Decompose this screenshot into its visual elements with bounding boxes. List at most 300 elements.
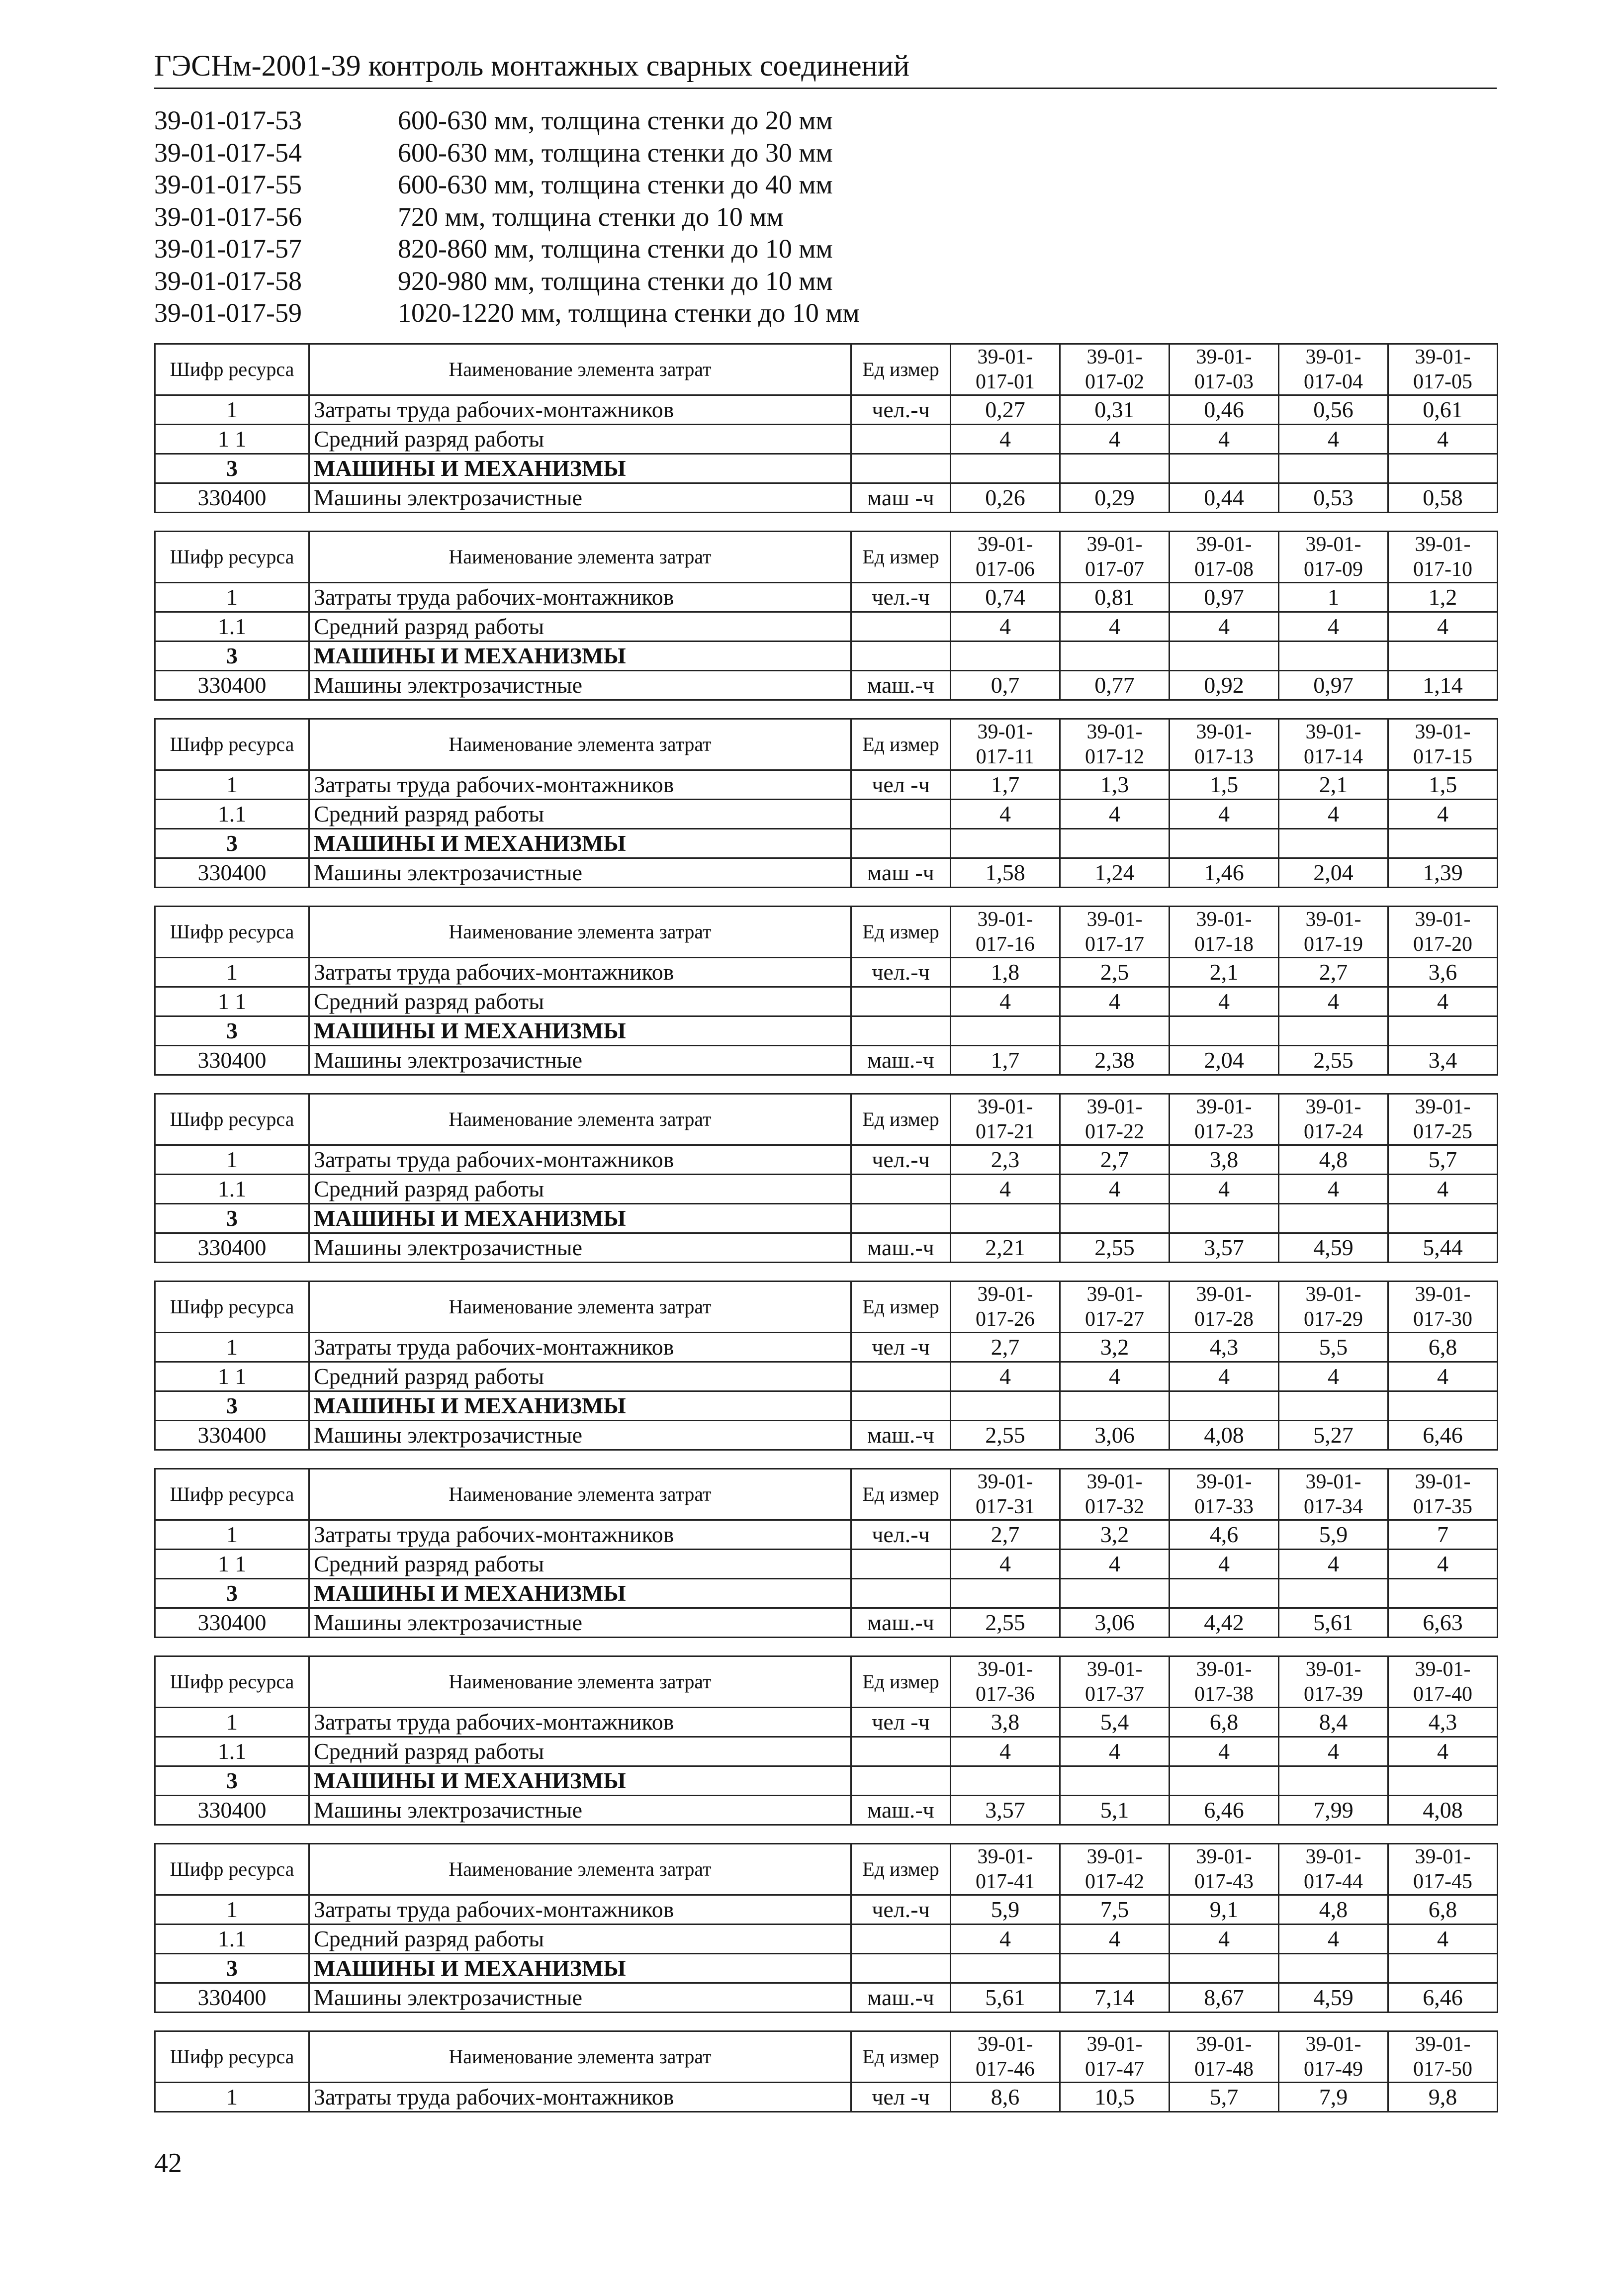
header-norm-code [1170,907,1279,958]
header-norm-code [1388,1469,1498,1520]
row-code: 1 1 [155,1550,309,1579]
row-value: 4 [1388,425,1498,454]
row-unit: чел.-ч [851,1895,951,1925]
row-value: 4 [1170,1550,1279,1579]
row-code: 1 [155,1520,309,1550]
norm-code-line: 39-01- [1305,908,1361,931]
norm-code-line: 017-25 [1413,1120,1472,1143]
header-name: Наименование элемента затрат [309,1656,851,1708]
row-value: 1,5 [1388,770,1498,800]
row-unit [851,642,951,671]
row-name: МАШИНЫ И МЕХАНИЗМЫ [309,642,851,671]
norm-code-line: 39-01- [1305,1096,1361,1118]
norm-table [154,531,1498,701]
norm-code-line: 39-01- [1086,1658,1143,1681]
row-name: Средний разряд работы [309,612,851,642]
table-row [155,1954,1498,1983]
header-norm-code [1279,1656,1388,1708]
table-row [155,1766,1498,1796]
row-value [1060,1391,1170,1421]
norm-code-line: 017-13 [1194,745,1254,768]
row-value: 4 [951,1175,1060,1204]
table-row [155,1983,1498,2013]
row-value [1388,454,1498,483]
norm-code-line: 017-05 [1413,370,1472,393]
table-row [155,1520,1498,1550]
row-value: 4 [1279,1925,1388,1954]
row-value: 4 [1170,800,1279,829]
row-value: 4 [951,800,1060,829]
row-value: 4 [1060,1550,1170,1579]
row-name: Машины электрозачистные [309,1421,851,1450]
row-name: Затраты труда рабочих-монтажников [309,583,851,612]
row-name: Средний разряд работы [309,1175,851,1204]
row-value: 0,61 [1388,395,1498,425]
row-value [1388,1204,1498,1233]
row-unit: маш.-ч [851,1046,951,1075]
row-value: 4 [1060,1925,1170,1954]
row-value: 1,46 [1170,858,1279,888]
header-norm-code [1060,719,1170,770]
header-norm-code [1388,532,1498,583]
row-name: Машины электрозачистные [309,671,851,700]
norm-code-line: 017-41 [976,1870,1035,1893]
row-value: 4,59 [1279,1233,1388,1263]
header-norm-code [1170,344,1279,395]
row-name: Средний разряд работы [309,1550,851,1579]
row-name: Средний разряд работы [309,1362,851,1391]
header-norm-code [951,532,1060,583]
norm-code-line: 017-02 [1085,370,1144,393]
table-header-row [155,907,1498,958]
row-name: Машины электрозачистные [309,1046,851,1075]
norm-code-line: 017-01 [976,370,1035,393]
norm-code-line: 39-01- [977,2033,1033,2056]
row-value: 5,61 [951,1983,1060,2013]
norm-code-line: 39-01- [1196,721,1252,743]
row-code: 3 [155,1204,309,1233]
row-value: 4 [1170,1175,1279,1204]
norm-code-line: 017-30 [1413,1308,1472,1331]
row-value: 4 [951,1737,1060,1766]
row-name: Затраты труда рабочих-монтажников [309,2083,851,2112]
row-code: 330400 [155,483,309,513]
code-row-code: 39-01-017-54 [154,137,302,168]
row-code: 1 [155,958,309,987]
row-value: 1,5 [1170,770,1279,800]
header-norm-code [951,1656,1060,1708]
row-unit [851,1954,951,1983]
row-name: Машины электрозачистные [309,1983,851,2013]
norm-code-line: 39-01- [1415,1845,1471,1868]
row-value: 5,1 [1060,1796,1170,1825]
code-row-desc: 1020-1220 мм, толщина стенки до 10 мм [398,298,860,328]
row-value [1060,1204,1170,1233]
row-unit: чел -ч [851,1333,951,1362]
row-value: 4,42 [1170,1608,1279,1638]
norm-code-line: 39-01- [1305,2033,1361,2056]
row-code: 3 [155,1954,309,1983]
norm-table [154,2030,1498,2112]
row-value: 4 [1279,1737,1388,1766]
norm-code-line: 017-12 [1085,745,1144,768]
row-value: 4,08 [1388,1796,1498,1825]
norm-code-line: 017-26 [976,1308,1035,1331]
header-norm-code [1060,344,1170,395]
norm-code-line: 017-16 [976,933,1035,956]
row-code: 1 [155,770,309,800]
row-value [1060,454,1170,483]
table-row [155,2083,1498,2112]
norm-code-line: 39-01- [977,721,1033,743]
table-row [155,1608,1498,1638]
row-value: 0,26 [951,483,1060,513]
header-code: Шифр ресурса [155,907,309,958]
row-name: Средний разряд работы [309,1737,851,1766]
norm-code-line: 017-10 [1413,558,1472,581]
header-norm-code [951,2031,1060,2083]
row-value: 5,27 [1279,1421,1388,1450]
row-value: 7,99 [1279,1796,1388,1825]
row-value: 1,3 [1060,770,1170,800]
header-name: Наименование элемента затрат [309,1282,851,1333]
norm-code-line: 017-42 [1085,1870,1144,1893]
row-value: 7 [1388,1520,1498,1550]
norm-code-line: 39-01- [1305,346,1361,368]
table-row [155,829,1498,858]
row-code: 330400 [155,1046,309,1075]
header-norm-code [1279,907,1388,958]
norm-code-line: 017-09 [1304,558,1363,581]
norm-code-line: 017-50 [1413,2058,1472,2081]
code-row [154,233,860,265]
table-row [155,1175,1498,1204]
norm-table [154,1281,1498,1451]
row-unit [851,800,951,829]
norm-code-line: 017-45 [1413,1870,1472,1893]
table-row [155,1016,1498,1046]
norm-code-line: 017-04 [1304,370,1363,393]
header-norm-code [1060,1844,1170,1895]
row-code: 3 [155,1579,309,1608]
row-name: Машины электрозачистные [309,1233,851,1263]
norm-code-line: 017-37 [1085,1683,1144,1706]
table-header-row [155,1282,1498,1333]
header-name: Наименование элемента затрат [309,719,851,770]
row-code: 330400 [155,671,309,700]
row-value: 1,14 [1388,671,1498,700]
row-unit [851,1766,951,1796]
row-value: 2,1 [1279,770,1388,800]
row-value: 4 [1279,1362,1388,1391]
row-value: 6,8 [1170,1708,1279,1737]
norm-code-line: 017-47 [1085,2058,1144,2081]
header-code: Шифр ресурса [155,344,309,395]
row-name: Средний разряд работы [309,1925,851,1954]
row-value: 3,4 [1388,1046,1498,1075]
code-row-code: 39-01-017-59 [154,298,302,328]
norm-code-line: 017-43 [1194,1870,1254,1893]
norm-table [154,1468,1498,1638]
norm-code-line: 39-01- [1305,1845,1361,1868]
norm-code-line: 017-23 [1194,1120,1254,1143]
code-row-desc: 920-980 мм, толщина стенки до 10 мм [398,266,833,296]
norm-code-line: 39-01- [1415,346,1471,368]
row-value [951,1579,1060,1608]
row-value: 4,08 [1170,1421,1279,1450]
row-code: 330400 [155,1608,309,1638]
row-value [1170,454,1279,483]
row-unit: чел -ч [851,1708,951,1737]
row-value: 5,9 [1279,1520,1388,1550]
norm-code-line: 017-31 [976,1495,1035,1518]
table-header-row [155,1656,1498,1708]
row-value [1388,1391,1498,1421]
row-value: 2,04 [1279,858,1388,888]
row-value: 4 [1279,800,1388,829]
norm-code-line: 39-01- [1196,1096,1252,1118]
norm-code-line: 017-29 [1304,1308,1363,1331]
row-value: 0,44 [1170,483,1279,513]
table-row [155,1333,1498,1362]
row-code: 1 1 [155,1362,309,1391]
header-norm-code [1279,1094,1388,1145]
norm-code-line: 39-01- [1086,1845,1143,1868]
row-unit: маш.-ч [851,671,951,700]
norm-code-line: 39-01- [1415,1470,1471,1493]
row-value: 2,7 [1279,958,1388,987]
row-value: 1,7 [951,1046,1060,1075]
header-code: Шифр ресурса [155,532,309,583]
row-code: 1 [155,1895,309,1925]
row-value: 0,31 [1060,395,1170,425]
code-row-code: 39-01-017-58 [154,266,302,296]
header-norm-code [1170,1844,1279,1895]
header-norm-code [1279,1844,1388,1895]
norm-code-line: 39-01- [1415,1658,1471,1681]
row-value: 1,2 [1388,583,1498,612]
row-code: 1.1 [155,1925,309,1954]
code-list [154,104,860,329]
row-value: 1,58 [951,858,1060,888]
norm-code-line: 39-01- [1305,1470,1361,1493]
row-code: 1 [155,1333,309,1362]
norm-code-line: 39-01- [1196,1283,1252,1306]
header-norm-code [1388,2031,1498,2083]
row-value [951,1016,1060,1046]
header-code: Шифр ресурса [155,2031,309,2083]
row-value: 4,3 [1388,1708,1498,1737]
row-code: 1.1 [155,1175,309,1204]
row-value: 3,8 [1170,1145,1279,1175]
code-row [154,169,860,201]
row-value: 7,5 [1060,1895,1170,1925]
norm-code-line: 017-14 [1304,745,1363,768]
row-value: 5,5 [1279,1333,1388,1362]
norm-code-line: 39-01- [977,533,1033,556]
header-name: Наименование элемента затрат [309,907,851,958]
row-value [1060,1954,1170,1983]
row-code: 330400 [155,1421,309,1450]
row-unit: чел.-ч [851,1520,951,1550]
header-name: Наименование элемента затрат [309,344,851,395]
norm-code-line: 017-15 [1413,745,1472,768]
norm-code-line: 017-19 [1304,933,1363,956]
code-row-code: 39-01-017-53 [154,105,302,135]
row-value: 3,06 [1060,1421,1170,1450]
norm-code-line: 39-01- [1086,1470,1143,1493]
row-value [1060,829,1170,858]
row-name: Машины электрозачистные [309,1796,851,1825]
row-name: Затраты труда рабочих-монтажников [309,958,851,987]
header-norm-code [1279,719,1388,770]
row-value: 7,9 [1279,2083,1388,2112]
row-value: 6,46 [1388,1983,1498,2013]
row-value [1388,1766,1498,1796]
header-norm-code [1388,907,1498,958]
row-value: 4 [1279,1550,1388,1579]
header-norm-code [1060,532,1170,583]
code-row-code: 39-01-017-56 [154,201,302,232]
row-value [951,829,1060,858]
row-value: 2,55 [1279,1046,1388,1075]
norm-code-line: 017-38 [1194,1683,1254,1706]
norm-code-line: 39-01- [1415,2033,1471,2056]
row-value [1060,1016,1170,1046]
row-unit [851,1391,951,1421]
code-row [154,104,860,137]
row-value [951,454,1060,483]
row-value: 2,1 [1170,958,1279,987]
row-code: 1 [155,2083,309,2112]
row-value: 0,7 [951,671,1060,700]
norm-code-line: 017-40 [1413,1683,1472,1706]
row-value: 1,39 [1388,858,1498,888]
header-norm-code [1170,2031,1279,2083]
header-norm-code [951,1844,1060,1895]
row-name: МАШИНЫ И МЕХАНИЗМЫ [309,1204,851,1233]
norm-code-line: 39-01- [1415,1096,1471,1118]
code-row [154,201,860,233]
norm-code-line: 017-18 [1194,933,1254,956]
header-norm-code [1060,1094,1170,1145]
row-value: 0,27 [951,395,1060,425]
row-value: 6,8 [1388,1333,1498,1362]
row-code: 3 [155,1016,309,1046]
row-value: 3,8 [951,1708,1060,1737]
row-value [1388,1579,1498,1608]
row-value [1170,642,1279,671]
row-value [1170,1391,1279,1421]
row-value: 1,24 [1060,858,1170,888]
table-row [155,395,1498,425]
row-unit [851,454,951,483]
norm-code-line: 017-07 [1085,558,1144,581]
norm-code-line: 017-33 [1194,1495,1254,1518]
norm-code-line: 017-44 [1304,1870,1363,1893]
header-unit: Ед измер [851,1469,951,1520]
header-norm-code [1060,2031,1170,2083]
row-name: Средний разряд работы [309,800,851,829]
row-value: 4 [951,1550,1060,1579]
table-row [155,1391,1498,1421]
norm-code-line: 39-01- [1196,1470,1252,1493]
table-row [155,483,1498,513]
table-row [155,1046,1498,1075]
row-value: 1,8 [951,958,1060,987]
row-code: 1 [155,1708,309,1737]
table-row [155,770,1498,800]
row-unit [851,1016,951,1046]
row-code: 3 [155,829,309,858]
row-value: 4 [1060,1175,1170,1204]
table-row [155,987,1498,1016]
row-value: 4 [951,987,1060,1016]
row-unit: чел.-ч [851,1145,951,1175]
row-value: 4 [1388,1925,1498,1954]
table-row [155,1233,1498,1263]
table-header-row [155,532,1498,583]
row-value [1279,1016,1388,1046]
table-row [155,1204,1498,1233]
norm-code-line: 017-48 [1194,2058,1254,2081]
norm-code-line: 017-36 [976,1683,1035,1706]
row-value: 3,57 [951,1796,1060,1825]
row-name: Затраты труда рабочих-монтажников [309,1520,851,1550]
row-value: 3,2 [1060,1520,1170,1550]
header-norm-code [951,1469,1060,1520]
header-norm-code [1170,719,1279,770]
row-code: 1.1 [155,1737,309,1766]
row-value [1170,1766,1279,1796]
row-value: 4 [1170,612,1279,642]
norm-code-line: 017-28 [1194,1308,1254,1331]
row-value: 2,55 [951,1421,1060,1450]
row-name: МАШИНЫ И МЕХАНИЗМЫ [309,454,851,483]
row-value: 4 [1388,1175,1498,1204]
norm-code-line: 39-01- [1305,1658,1361,1681]
row-unit [851,829,951,858]
row-value: 4,59 [1279,1983,1388,2013]
header-name: Наименование элемента затрат [309,532,851,583]
header-norm-code [951,1282,1060,1333]
norm-code-line: 017-21 [976,1120,1035,1143]
code-row [154,137,860,169]
norm-table [154,343,1498,513]
row-value [1279,1204,1388,1233]
norm-code-line: 017-46 [976,2058,1035,2081]
row-code: 3 [155,642,309,671]
row-value: 10,5 [1060,2083,1170,2112]
header-norm-code [1388,1094,1498,1145]
table-row [155,642,1498,671]
row-unit [851,1550,951,1579]
table-row [155,1708,1498,1737]
row-name: Затраты труда рабочих-монтажников [309,1145,851,1175]
row-value [1279,829,1388,858]
row-name: Затраты труда рабочих-монтажников [309,1708,851,1737]
row-unit: маш.-ч [851,1983,951,2013]
row-value: 6,8 [1388,1895,1498,1925]
header-norm-code [1279,532,1388,583]
row-value: 2,7 [951,1520,1060,1550]
header-norm-code [1279,1469,1388,1520]
row-name: МАШИНЫ И МЕХАНИЗМЫ [309,1391,851,1421]
row-value: 0,97 [1279,671,1388,700]
row-code: 3 [155,454,309,483]
row-value: 4 [1388,1362,1498,1391]
row-value [1388,642,1498,671]
